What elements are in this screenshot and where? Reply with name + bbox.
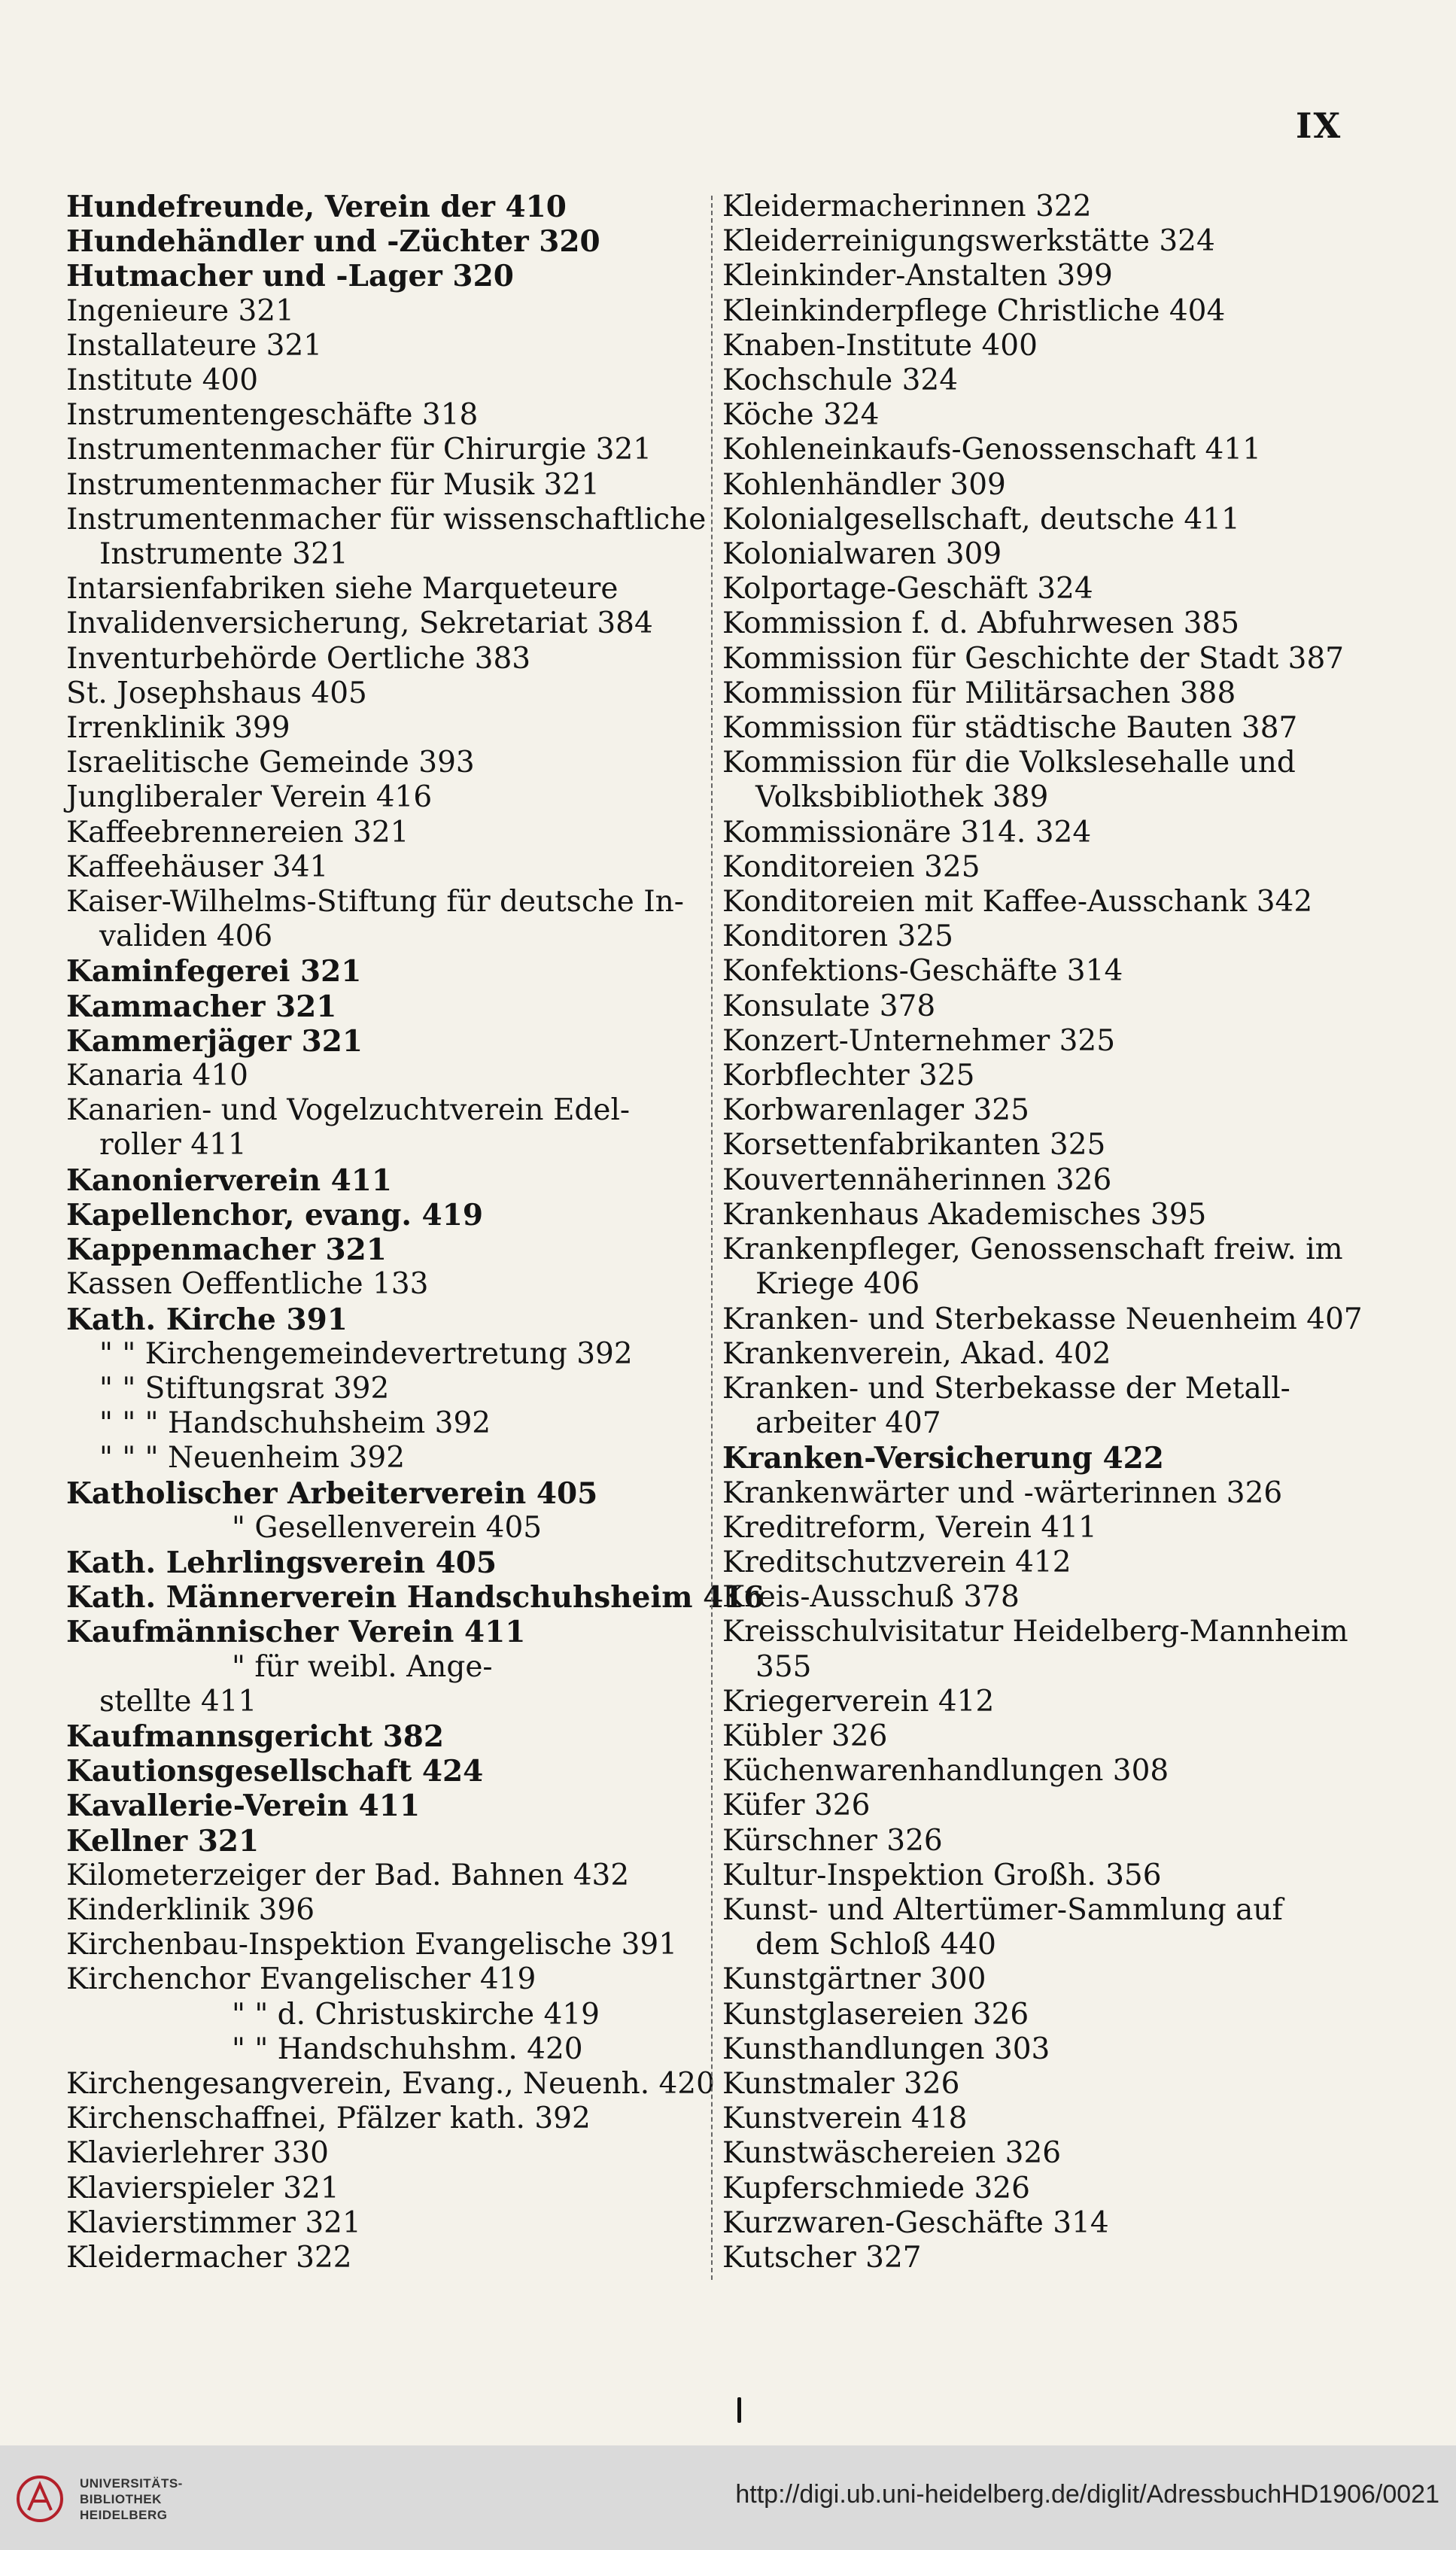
index-entry: Kolportage-Geschäft 324 bbox=[722, 572, 1093, 606]
index-entry: Intarsienfabriken siehe Marqueteure bbox=[66, 572, 619, 606]
index-entry: Konditoreien 325 bbox=[722, 849, 980, 884]
index-entry-continuation: 355 bbox=[755, 1649, 812, 1684]
library-name-line: UNIVERSITÄTS- bbox=[80, 2476, 183, 2491]
index-entry: Kinderklinik 396 bbox=[66, 1892, 315, 1927]
index-entry: Kreisschulvisitatur Heidelberg-Mannheim bbox=[722, 1615, 1348, 1649]
index-entry-continuation: Instrumente 321 bbox=[99, 537, 348, 572]
index-entry: Kunstglasereien 326 bbox=[722, 1997, 1029, 2032]
index-entry: Kunstverein 418 bbox=[722, 2102, 968, 2136]
index-entry: Kleidermacherinnen 322 bbox=[722, 190, 1092, 223]
index-entry: Kochschule 324 bbox=[722, 363, 959, 398]
index-entry: Kreis-Ausschuß 378 bbox=[722, 1580, 1020, 1615]
index-entry: Jungliberaler Verein 416 bbox=[66, 780, 433, 815]
index-entry: Instrumentenmacher für Chirurgie 321 bbox=[66, 433, 652, 467]
index-entry: Invalidenversicherung, Sekretariat 384 bbox=[66, 606, 653, 641]
index-entry: Kübler 326 bbox=[722, 1719, 888, 1753]
index-entry: Kommission für städtische Bauten 387 bbox=[722, 711, 1298, 746]
index-entry: Krankenhaus Akademisches 395 bbox=[722, 1197, 1207, 1232]
library-name-line: HEIDELBERG bbox=[80, 2508, 168, 2522]
index-entry: Küchenwarenhandlungen 308 bbox=[722, 1754, 1169, 1789]
index-entry: Kaminfegerei 321 bbox=[66, 954, 362, 989]
index-entry: Kath. Männerverein Handschuhsheim 416 bbox=[66, 1580, 764, 1615]
index-entry: Installateure 321 bbox=[66, 328, 323, 363]
footer-bar bbox=[0, 2445, 1456, 2550]
index-entry: Kupferschmiede 326 bbox=[722, 2171, 1030, 2205]
index-entry: Kommission f. d. Abfuhrwesen 385 bbox=[722, 606, 1240, 641]
index-entry: Kouvertennäherinnen 326 bbox=[722, 1163, 1112, 1197]
index-entry: Kutscher 327 bbox=[722, 2240, 922, 2275]
index-entry: Kaffeehäuser 341 bbox=[66, 849, 329, 884]
index-entry: Kirchenchor Evangelischer 419 bbox=[66, 1962, 537, 1997]
index-entry: Kavallerie-Verein 411 bbox=[66, 1789, 421, 1824]
index-entry: Instrumentengeschäfte 318 bbox=[66, 398, 479, 433]
index-entry: Korbflechter 325 bbox=[722, 1059, 975, 1093]
index-entry: Kirchengesangverein, Evang., Neuenh. 420 bbox=[66, 2066, 715, 2101]
index-entry: Krankenwärter und -wärterinnen 326 bbox=[722, 1476, 1283, 1510]
index-entry: Konsulate 378 bbox=[722, 989, 936, 1023]
library-name-line: BIBLIOTHEK bbox=[80, 2492, 162, 2506]
index-entry: Irrenklinik 399 bbox=[66, 711, 290, 746]
index-entry: Kunst- und Altertümer-Sammlung auf bbox=[722, 1892, 1283, 1927]
index-entry: Krankenverein, Akad. 402 bbox=[722, 1336, 1111, 1371]
index-entry: Kammacher 321 bbox=[66, 989, 337, 1024]
index-entry: Konfektions-Geschäfte 314 bbox=[722, 954, 1123, 989]
index-column-right bbox=[722, 190, 1363, 2275]
index-entry: Kilometerzeiger der Bad. Bahnen 432 bbox=[66, 1858, 630, 1892]
index-entry: Korsettenfabrikanten 325 bbox=[722, 1128, 1106, 1163]
index-entry: Kommission für die Volkslesehalle und bbox=[722, 746, 1296, 780]
index-entry: Kunstgärtner 300 bbox=[722, 1962, 986, 1997]
index-entry-ditto: " " Stiftungsrat 392 bbox=[99, 1371, 390, 1406]
index-entry: Kanarien- und Vogelzuchtverein Edel- bbox=[66, 1093, 631, 1128]
index-entry: Kommission für Militärsachen 388 bbox=[722, 676, 1236, 710]
index-entry: Kleiderreinigungswerkstätte 324 bbox=[722, 224, 1215, 259]
index-entry-continuation: stellte 411 bbox=[99, 1684, 257, 1719]
index-entry-ditto: " für weibl. Ange- bbox=[232, 1649, 493, 1684]
index-entry: Klavierstimmer 321 bbox=[66, 2205, 361, 2240]
index-entry: Hutmacher und -Lager 320 bbox=[66, 259, 514, 294]
index-entry: Kolonialwaren 309 bbox=[722, 537, 1002, 572]
index-entry: Kolonialgesellschaft, deutsche 411 bbox=[722, 502, 1240, 536]
index-entry: Kranken- und Sterbekasse Neuenheim 407 bbox=[722, 1302, 1363, 1336]
index-entry-continuation: roller 411 bbox=[99, 1128, 247, 1163]
index-entry: Kaufmannsgericht 382 bbox=[66, 1719, 445, 1754]
index-entry: Kürschner 326 bbox=[722, 1823, 943, 1858]
index-entry: Küfer 326 bbox=[722, 1789, 871, 1823]
index-entry: Korbwarenlager 325 bbox=[722, 1093, 1029, 1128]
index-entry: Kultur-Inspektion Großh. 356 bbox=[722, 1858, 1162, 1892]
index-entry: Kranken-Versicherung 422 bbox=[722, 1441, 1164, 1476]
index-entry: Kriegerverein 412 bbox=[722, 1684, 995, 1719]
index-entry: Krankenpfleger, Genossenschaft freiw. im bbox=[722, 1232, 1343, 1267]
index-entry: Konditoreien mit Kaffee-Ausschank 342 bbox=[722, 885, 1313, 919]
index-entry-continuation: Volksbibliothek 389 bbox=[755, 780, 1049, 815]
index-entry: Kautionsgesellschaft 424 bbox=[66, 1754, 484, 1789]
page-number: IX bbox=[1296, 105, 1342, 146]
index-entry: Institute 400 bbox=[66, 363, 259, 398]
index-entry: Klavierspieler 321 bbox=[66, 2171, 339, 2205]
index-entry: Klavierlehrer 330 bbox=[66, 2136, 329, 2171]
index-entry: Kohleneinkaufs-Genossenschaft 411 bbox=[722, 433, 1261, 467]
permalink-url[interactable]: http://digi.ub.uni-heidelberg.de/diglit/AdressbuchHD1906/0021 bbox=[735, 2480, 1439, 2509]
index-entry: Kirchenschaffnei, Pfälzer kath. 392 bbox=[66, 2102, 591, 2136]
index-entry: Inventurbehörde Oertliche 383 bbox=[66, 641, 531, 676]
index-entry: Hundefreunde, Verein der 410 bbox=[66, 190, 567, 224]
index-entry: Konditoren 325 bbox=[722, 919, 953, 954]
index-entry: Kath. Lehrlingsverein 405 bbox=[66, 1545, 497, 1580]
index-entry: Kunstmaler 326 bbox=[722, 2066, 960, 2101]
index-column-left bbox=[66, 190, 764, 2275]
index-entry: Kanaria 410 bbox=[66, 1059, 248, 1093]
index-entry: Kreditschutzverein 412 bbox=[722, 1545, 1071, 1579]
index-entry: Kommissionäre 314. 324 bbox=[722, 815, 1092, 849]
index-entry-ditto: " " Kirchengemeindevertretung 392 bbox=[99, 1336, 633, 1371]
index-entry: Kunstwäschereien 326 bbox=[722, 2136, 1062, 2171]
index-entry: Konzert-Unternehmer 325 bbox=[722, 1023, 1116, 1058]
printer-mark bbox=[737, 2397, 741, 2423]
index-entry: Kranken- und Sterbekasse der Metall- bbox=[722, 1371, 1290, 1406]
index-entry: Kunsthandlungen 303 bbox=[722, 2032, 1050, 2066]
index-entry: Kirchenbau-Inspektion Evangelische 391 bbox=[66, 1928, 678, 1962]
index-entry-continuation: Kriege 406 bbox=[755, 1267, 920, 1302]
index-entry: Kapellenchor, evang. 419 bbox=[66, 1197, 483, 1232]
index-entry-ditto: " " " Neuenheim 392 bbox=[99, 1441, 406, 1476]
index-entry: Kreditreform, Verein 411 bbox=[722, 1510, 1097, 1545]
index-entry: Kaufmännischer Verein 411 bbox=[66, 1615, 526, 1650]
index-entry: Ingenieure 321 bbox=[66, 293, 294, 328]
index-entry: Instrumentenmacher für wissenschaftliche bbox=[66, 502, 707, 536]
index-entry: St. Josephshaus 405 bbox=[66, 676, 367, 710]
index-entry: Katholischer Arbeiterverein 405 bbox=[66, 1476, 598, 1511]
index-entry: Köche 324 bbox=[722, 398, 880, 433]
index-entry: Kaiser-Wilhelms-Stiftung für deutsche In- bbox=[66, 885, 684, 919]
index-entry: Knaben-Institute 400 bbox=[722, 328, 1038, 363]
index-entry: Kleidermacher 322 bbox=[66, 2240, 352, 2275]
index-entry: Israelitische Gemeinde 393 bbox=[66, 746, 475, 780]
index-entry: Hundehändler und -Züchter 320 bbox=[66, 224, 600, 260]
index-entry-ditto: " Gesellenverein 405 bbox=[232, 1510, 543, 1545]
university-seal-icon[interactable] bbox=[15, 2474, 65, 2524]
index-entry: Kaffeebrennereien 321 bbox=[66, 815, 409, 849]
index-entry: Kath. Kirche 391 bbox=[66, 1302, 348, 1337]
index-entry-continuation: arbeiter 407 bbox=[755, 1406, 941, 1441]
index-entry: Kanonierverein 411 bbox=[66, 1163, 393, 1198]
index-entry: Kellner 321 bbox=[66, 1823, 260, 1859]
library-name bbox=[80, 2476, 183, 2523]
index-entry-ditto: " " Handschuhshm. 420 bbox=[232, 2032, 583, 2066]
index-entry: Kommission für Geschichte der Stadt 387 bbox=[722, 641, 1345, 676]
column-divider bbox=[711, 196, 713, 2280]
index-entry-continuation: validen 406 bbox=[99, 919, 273, 954]
index-entry: Instrumentenmacher für Musik 321 bbox=[66, 467, 600, 502]
index-entry: Kleinkinderpflege Christliche 404 bbox=[722, 293, 1226, 328]
index-entry-ditto: " " d. Christuskirche 419 bbox=[232, 1997, 600, 2032]
index-entry-continuation: dem Schloß 440 bbox=[755, 1928, 996, 1962]
index-entry-ditto: " " " Handschuhsheim 392 bbox=[99, 1406, 491, 1441]
index-entry: Kleinkinder-Anstalten 399 bbox=[722, 259, 1113, 293]
index-entry: Kohlenhändler 309 bbox=[722, 467, 1006, 502]
index-entry: Kassen Oeffentliche 133 bbox=[66, 1267, 429, 1302]
index-entry: Kurzwaren-Geschäfte 314 bbox=[722, 2205, 1109, 2240]
index-entry: Kappenmacher 321 bbox=[66, 1232, 387, 1268]
index-entry: Kammerjäger 321 bbox=[66, 1023, 363, 1059]
